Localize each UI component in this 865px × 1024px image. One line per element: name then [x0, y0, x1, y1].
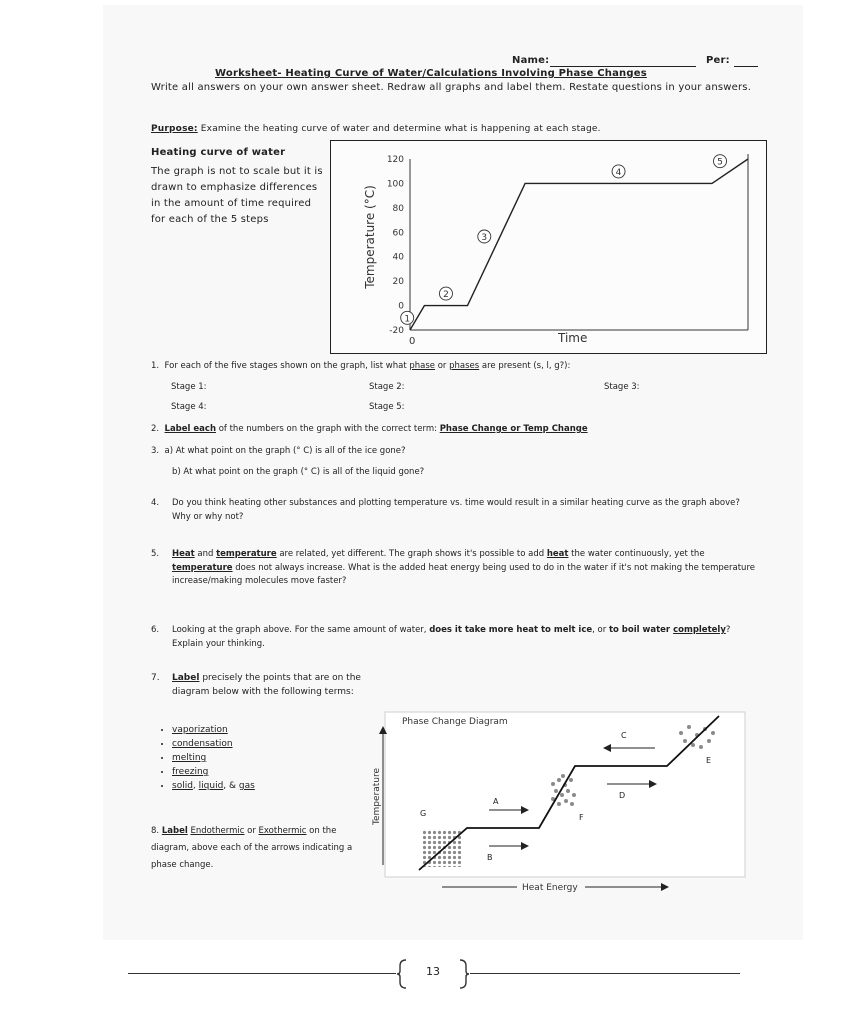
q1-number: 1. — [151, 361, 160, 371]
q2-number: 2. — [151, 424, 160, 434]
stage-marker-5 — [714, 155, 727, 168]
x-zero-label: 0 — [409, 336, 416, 347]
name-blank — [550, 66, 696, 67]
stage-marker-2 — [439, 287, 452, 300]
q5-t1: and — [194, 549, 217, 559]
term-vaporization: • vaporization — [172, 723, 255, 737]
svg-text:3: 3 — [481, 233, 488, 243]
q5-number: 5. — [151, 549, 160, 559]
phase-change-diagram — [367, 700, 750, 900]
q5-t4: does not always increase. What is the added heat energy being used to do in the water if it's not making the temperature increase/making molecules move faster? — [172, 562, 755, 586]
per-blank — [734, 66, 758, 67]
svg-text:2: 2 — [443, 290, 449, 301]
point-A: A — [493, 797, 499, 806]
y-tick-label: -20 — [389, 326, 404, 336]
point-C: C — [621, 731, 627, 740]
term-freezing: • freezing — [172, 765, 255, 779]
q1-text-b: or — [435, 361, 450, 371]
question-3b: b) At what point on the graph (° C) is all of the liquid gone? — [172, 467, 425, 477]
q8-text: on the diagram, above each of the arrows indicating a phase change. — [151, 826, 353, 870]
q7-term-list — [156, 723, 255, 793]
y-tick-label: 100 — [386, 179, 404, 190]
term-condensation: • condensation — [172, 737, 255, 751]
q1-text-a: For each of the five stages shown on the graph, list what — [164, 361, 410, 371]
question-1 — [151, 360, 570, 374]
footer-rule-left — [128, 973, 396, 974]
point-E: E — [706, 756, 712, 765]
purpose-label: Purpose: — [151, 124, 198, 134]
q1-phase-word: phase — [409, 361, 436, 371]
q2-label-each: Label each — [164, 424, 216, 434]
q8-exothermic: Exothermic — [258, 826, 307, 836]
question-3a — [151, 445, 406, 459]
purpose-line — [151, 124, 601, 134]
term-sep-2: , & — [223, 781, 239, 791]
term-liquid: liquid — [198, 781, 224, 791]
heating-curve-chart — [330, 140, 767, 354]
stage-5-label: Stage 5: — [369, 402, 405, 412]
question-6 — [151, 624, 756, 651]
chart-frame — [331, 141, 767, 354]
y-tick-label: 120 — [386, 155, 404, 165]
stage-marker-4 — [612, 165, 625, 178]
q6-completely: completely — [673, 625, 726, 635]
q5-heat-2: heat — [546, 549, 569, 559]
x-axis-label: Time — [558, 331, 588, 345]
x-axis-label: Heat Energy — [522, 883, 578, 893]
y-tick-label: 20 — [392, 277, 404, 288]
y-axis-label: Temperature — [372, 767, 382, 825]
q8-number: 8. — [151, 826, 160, 836]
point-B: B — [487, 853, 493, 862]
q3a-text: a) At what point on the graph (° C) is all of the ice gone? — [164, 446, 406, 456]
page-number: 13 — [426, 965, 440, 978]
question-4 — [151, 497, 741, 524]
heating-curve-description: The graph is not to scale but it is drawn to emphasize differences in the amount of time required for each of the 5 steps — [151, 166, 323, 225]
purpose-text: Examine the heating curve of water and determine what is happening at each stage. — [197, 124, 601, 134]
q7-text — [172, 672, 366, 699]
question-7 — [151, 672, 366, 699]
stage-2-label: Stage 2: — [369, 382, 405, 392]
y-tick-label: 60 — [392, 228, 404, 239]
worksheet-title: Worksheet- Heating Curve of Water/Calculations Involving Phase Changes — [215, 68, 647, 79]
q8-endothermic: Endothermic — [190, 826, 245, 836]
q7-body: precisely the points that are on the diagram below with the following terms: — [172, 673, 361, 697]
y-axis-label: Temperature (°C) — [363, 185, 377, 289]
y-tick-label: 0 — [398, 301, 404, 312]
q5-t3: the water continuously, yet the — [568, 549, 705, 559]
diagram-title: Phase Change Diagram — [402, 717, 508, 727]
q6-text — [172, 624, 756, 651]
q4-number: 4. — [151, 498, 160, 508]
stage-marker-3 — [478, 230, 491, 243]
y-tick-label: 80 — [392, 203, 404, 214]
q6-b1: does it take more heat to melt ice — [429, 625, 593, 635]
q6-number: 6. — [151, 625, 160, 635]
q5-temperature-2: temperature — [172, 562, 233, 573]
point-G: G — [420, 809, 427, 818]
svg-text:5: 5 — [717, 157, 723, 168]
q3-number: 3. — [151, 446, 160, 456]
term-gas: gas — [238, 781, 255, 791]
q5-text — [172, 548, 756, 589]
point-D: D — [619, 791, 626, 800]
footer-rule-right — [470, 973, 740, 974]
stage-marker-1 — [401, 311, 414, 324]
term-solid: solid — [172, 781, 193, 791]
svg-text:4: 4 — [615, 167, 622, 178]
name-label: Name: — [512, 55, 550, 66]
question-2 — [151, 423, 588, 437]
q2-text: of the numbers on the graph with the correct term: — [216, 424, 440, 434]
q1-phases-word: phases — [449, 361, 480, 371]
term-melting: • melting — [172, 751, 255, 765]
q6-t3: ? Explain your thinking. — [172, 625, 731, 649]
y-tick-label: 40 — [392, 252, 404, 263]
instructions: Write all answers on your own answer sheet. Redraw all graphs and label them. Restate questions in your answers. — [151, 82, 752, 93]
per-label: Per: — [706, 55, 730, 66]
q6-t1: Looking at the graph above. For the same amount of water, — [172, 625, 430, 635]
q5-heat-1: Heat — [172, 549, 195, 559]
q5-temperature-1: temperature — [216, 549, 277, 559]
q6-b2: to boil water — [608, 625, 674, 635]
svg-text:1: 1 — [404, 314, 411, 325]
stage-1-label: Stage 1: — [171, 382, 207, 392]
question-5 — [151, 548, 756, 589]
point-F: F — [579, 813, 584, 822]
question-8 — [151, 823, 366, 874]
q5-t2: are related, yet different. The graph shows it's possible to add — [276, 549, 547, 559]
q2-terms: Phase Change or Temp Change — [439, 424, 588, 434]
q1-text-c: are present (s, l, g?): — [479, 361, 571, 371]
term-sep-1: , — [192, 781, 199, 791]
q7-number: 7. — [151, 673, 160, 683]
stage-4-label: Stage 4: — [171, 402, 207, 412]
q8-or: or — [244, 826, 259, 836]
q7-label-word: Label — [172, 673, 200, 683]
q4-text: Do you think heating other substances and plotting temperature vs. time would result in a similar heating curve as the graph above? Why or why not? — [172, 498, 740, 522]
q6-t2: , or — [592, 625, 609, 635]
term-states — [172, 779, 255, 793]
stage-3-label: Stage 3: — [604, 382, 640, 392]
heating-curve-heading: Heating curve of water — [151, 147, 286, 158]
q8-label-word: Label — [161, 826, 188, 836]
